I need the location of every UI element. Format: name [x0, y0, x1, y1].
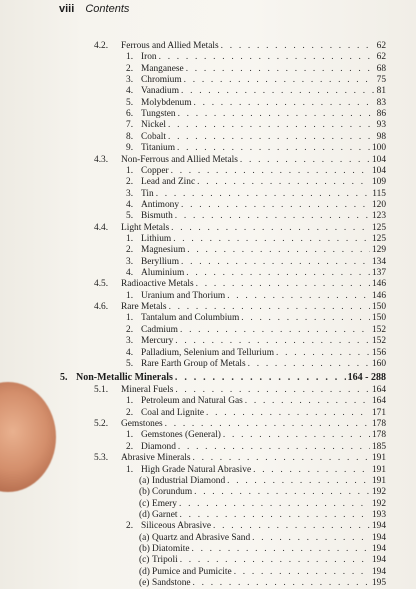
toc-entry-title: Rare Earth Group of Metals — [141, 358, 246, 369]
toc-entry-number: 2. — [126, 177, 134, 188]
page-number: viii — [59, 3, 75, 15]
toc-entry-number: 4.2. — [94, 41, 109, 51]
dot-leader — [180, 509, 370, 521]
toc-entry-number: 5. — [126, 97, 134, 108]
dot-leader — [213, 520, 370, 532]
toc-entry-page: 62 — [376, 41, 386, 51]
dot-leader — [180, 554, 370, 566]
dot-leader — [159, 51, 375, 63]
toc-entry-title: Abrasive Minerals — [121, 453, 191, 464]
dot-leader — [253, 464, 370, 476]
toc-entry-number: 9. — [126, 143, 134, 154]
dot-leader — [178, 441, 370, 453]
toc-entry-title: Antimony — [141, 199, 180, 210]
toc-entry-number: 1. — [126, 313, 134, 324]
toc-entry-page: 115 — [372, 188, 386, 199]
toc-entry-title: Radioactive Metals — [121, 279, 194, 290]
toc-entry-page: 191 — [371, 453, 386, 464]
toc-entry-number: 4. — [126, 347, 134, 358]
toc-entry-number: (d) — [139, 509, 150, 520]
toc-entry — [126, 97, 386, 109]
toc-entry — [126, 324, 386, 336]
toc-entry-title: Cadmium — [141, 324, 178, 335]
toc-entry-page: 146 — [371, 290, 386, 301]
dot-leader — [181, 199, 370, 211]
dot-leader — [241, 312, 370, 324]
toc-entry-title: Industrial Diamond — [152, 475, 226, 486]
dot-leader — [168, 131, 375, 143]
toc-entry — [94, 301, 386, 313]
dot-leader — [234, 566, 370, 578]
toc-entry-page: 192 — [371, 487, 386, 498]
toc-entry-title: Coal and Lignite — [141, 407, 205, 418]
toc-entry — [126, 267, 386, 279]
toc-entry — [139, 554, 386, 566]
toc-entry — [94, 384, 386, 396]
toc-entry — [139, 532, 386, 544]
dot-leader — [227, 290, 370, 302]
dot-leader — [156, 188, 371, 200]
dot-leader — [245, 395, 370, 407]
toc-entry-page: 191 — [371, 475, 386, 486]
page-title: Contents — [85, 3, 130, 15]
toc-entry-page: 125 — [371, 222, 386, 233]
toc-entry-number: (b) — [139, 487, 150, 498]
toc-entry-number: 1. — [126, 52, 134, 63]
toc-entry-title: High Grade Natural Abrasive — [141, 464, 252, 475]
toc-entry-number: (c) — [139, 555, 150, 566]
toc-entry — [126, 210, 386, 222]
dot-leader — [165, 418, 370, 430]
dot-leader — [206, 407, 370, 419]
toc-entry-title: Quartz and Abrasive Sand — [152, 532, 251, 543]
toc-entry — [94, 278, 386, 290]
toc-entry-title: Chromium — [141, 75, 182, 85]
toc-entry-title: Vanadium — [141, 86, 180, 97]
toc-entry-number: 1. — [126, 464, 134, 475]
toc-entry-page: 137 — [371, 268, 386, 278]
toc-entry-title: Mineral Fuels — [121, 385, 174, 395]
toc-entry-number: 5. — [126, 358, 134, 369]
toc-entry-title: Magnesium — [141, 245, 186, 256]
dot-leader — [252, 532, 370, 544]
toc-entry-page: 129 — [371, 245, 386, 256]
toc-entry-page: 109 — [371, 177, 386, 188]
toc-entry-page: 164 - 288 — [347, 371, 386, 383]
dot-leader — [179, 498, 370, 510]
toc-entry-title: Molybdenum — [141, 97, 192, 108]
dot-leader — [221, 40, 375, 52]
dot-leader — [187, 244, 370, 256]
toc-entry — [126, 199, 386, 211]
dot-leader — [175, 210, 370, 222]
toc-entry-number: 2. — [126, 63, 134, 74]
toc-entry-page: 100 — [371, 143, 386, 154]
toc-entry-title: Non-Metallic Minerals — [76, 371, 173, 383]
toc-entry-number: 2. — [126, 245, 134, 256]
toc-entry — [126, 63, 386, 75]
toc-entry-title: Corundum — [152, 487, 193, 498]
toc-entry-number: 3. — [126, 336, 134, 347]
toc-entry-title: Garnet — [152, 509, 178, 520]
toc-entry — [126, 165, 386, 177]
toc-entry — [126, 290, 386, 302]
toc-entry-number: (a) — [139, 475, 150, 486]
toc-entry-page: 178 — [371, 419, 386, 430]
toc-entry-page: 125 — [371, 233, 386, 244]
toc-entry — [126, 142, 386, 154]
toc-entry-page: 164 — [371, 385, 386, 395]
toc-entry-number: 5.2. — [94, 419, 109, 430]
dot-leader — [240, 154, 370, 166]
toc-entry — [126, 51, 386, 63]
toc-entry — [139, 543, 386, 555]
toc-entry-number: 3. — [126, 75, 134, 85]
dot-leader — [192, 543, 370, 555]
toc-entry-number: 4.5. — [94, 279, 109, 290]
dot-leader — [186, 267, 370, 279]
toc-entry-page: 83 — [376, 97, 386, 108]
toc-entry-title: Aluminium — [141, 268, 185, 278]
toc-entry-title: Sandstone — [152, 578, 191, 588]
toc-entry-number: 5. — [126, 211, 134, 222]
toc-entry-title: Light Metals — [121, 222, 170, 233]
toc-entry-page: 171 — [371, 407, 386, 418]
toc-entry-number: (d) — [139, 566, 150, 577]
dot-leader — [181, 256, 370, 268]
toc-entry-page: 150 — [371, 302, 386, 313]
toc-entry — [126, 119, 386, 131]
toc-entry-title: Petroleum and Natural Gas — [141, 396, 243, 407]
dot-leader — [227, 475, 370, 487]
toc-entry-number: 2. — [126, 407, 134, 418]
toc-entry-page: 178 — [371, 430, 386, 441]
dot-leader — [175, 384, 370, 396]
toc-entry-title: Ferrous and Allied Metals — [121, 41, 219, 51]
toc-entry — [126, 335, 386, 347]
toc-entry-number: 2. — [126, 521, 134, 532]
toc-entry-title: Pumice and Pumicite — [152, 566, 232, 577]
toc-entry-page: 164 — [371, 396, 386, 407]
toc-entry-number: 4. — [126, 268, 134, 278]
dot-leader — [171, 222, 370, 234]
toc-entry-title: Beryllium — [141, 256, 180, 267]
toc-entry-number: 6. — [126, 109, 134, 120]
dot-leader — [177, 142, 370, 154]
toc-entry — [139, 577, 386, 589]
toc-entry-page: 98 — [376, 131, 386, 142]
toc-entry-number: (a) — [139, 532, 150, 543]
toc-entry-number: 7. — [126, 120, 134, 131]
toc-entry-number: 1. — [126, 290, 134, 301]
toc-entry-number: 5. — [60, 371, 68, 383]
toc-entry — [94, 40, 386, 52]
toc-entry-page: 194 — [371, 521, 386, 532]
toc-entry-title: Manganese — [141, 63, 184, 74]
dot-leader — [168, 119, 375, 131]
toc-entry-title: Lithium — [141, 233, 172, 244]
toc-entry-title: Titanium — [141, 143, 176, 154]
toc-entry — [126, 407, 386, 419]
dot-leader — [184, 74, 375, 86]
toc-entry — [126, 131, 386, 143]
toc-entry — [94, 154, 386, 166]
toc-entry — [126, 441, 386, 453]
toc-entry-page: 68 — [376, 63, 386, 74]
toc-entry-page: 194 — [371, 555, 386, 566]
toc-entry-page: 86 — [376, 109, 386, 120]
dot-leader — [193, 577, 370, 589]
dot-leader — [197, 176, 370, 188]
toc-entry-title: Gemstones (General) — [141, 430, 221, 441]
toc-entry-title: Non-Ferrous and Allied Metals — [121, 154, 238, 165]
toc-entry-page: 152 — [371, 336, 386, 347]
toc-entry-number: 4.6. — [94, 302, 109, 313]
toc-entry-page: 194 — [371, 566, 386, 577]
toc-entry-number: 2. — [126, 324, 134, 335]
toc-entry-page: 123 — [371, 211, 386, 222]
toc-entry-page: 192 — [371, 498, 386, 509]
toc-entry-number: 3. — [126, 256, 134, 267]
toc-entry — [126, 395, 386, 407]
toc-entry-number: 8. — [126, 131, 134, 142]
toc-entry-title: Copper — [141, 165, 169, 176]
dot-leader — [171, 165, 370, 177]
toc-entry-number: 3. — [126, 188, 134, 199]
toc-entry-number: (e) — [139, 578, 150, 588]
toc-entry-page: 104 — [371, 165, 386, 176]
toc-entry-page: 194 — [371, 543, 386, 554]
dot-leader — [181, 85, 375, 97]
toc-entry-number: 2. — [126, 441, 134, 452]
dot-leader — [248, 358, 370, 370]
toc-entry-title: Emery — [152, 498, 177, 509]
toc-entry — [126, 429, 386, 441]
toc-entry-title: Nickel — [141, 120, 166, 131]
toc-entry — [126, 312, 386, 324]
toc-entry-number: 4. — [126, 199, 134, 210]
toc-entry — [94, 452, 386, 464]
toc-entry-page: 185 — [371, 441, 386, 452]
toc-entry — [126, 358, 386, 370]
toc-entry-title: Tantalum and Columbium — [141, 313, 240, 324]
toc-entry-title: Diatomite — [152, 543, 190, 554]
toc-entry-title: Tungsten — [141, 109, 176, 120]
dot-leader — [186, 63, 375, 75]
toc-entry-page: 194 — [371, 532, 386, 543]
toc-entry-number: 4.3. — [94, 154, 109, 165]
toc-entry — [139, 486, 386, 498]
toc-entry — [60, 372, 386, 384]
toc-entry-title: Rare Metals — [121, 302, 167, 313]
toc-entry-number: 5.1. — [94, 385, 109, 395]
toc-entry-page: 81 — [376, 86, 386, 97]
toc-entry-number: 4.4. — [94, 222, 109, 233]
toc-entry — [126, 108, 386, 120]
toc-entry-title: Cobalt — [141, 131, 166, 142]
toc-entry-page: 120 — [371, 199, 386, 210]
toc-entry-page: 152 — [371, 324, 386, 335]
toc-entry-title: Siliceous Abrasive — [141, 521, 212, 532]
toc-entry-number: (c) — [139, 498, 150, 509]
dot-leader — [194, 486, 370, 498]
toc-entry-number: 4. — [126, 86, 134, 97]
dot-leader — [194, 97, 375, 109]
toc-entry — [94, 418, 386, 430]
toc-entry — [94, 222, 386, 234]
toc-entry-title: Bismuth — [141, 211, 173, 222]
dot-leader — [169, 301, 370, 313]
dot-leader — [223, 429, 370, 441]
toc-entry-page: 160 — [371, 358, 386, 369]
toc-entry — [139, 475, 386, 487]
toc-entry — [126, 85, 386, 97]
toc-entry — [126, 520, 386, 532]
dot-leader — [180, 324, 370, 336]
toc-entry — [139, 509, 386, 521]
toc-entry-number: 1. — [126, 396, 134, 407]
toc-entry-page: 150 — [371, 313, 386, 324]
toc-entry — [126, 244, 386, 256]
toc-entry — [126, 464, 386, 476]
toc-entry-title: Gemstones — [121, 419, 163, 430]
toc-entry — [126, 347, 386, 359]
toc-entry — [126, 256, 386, 268]
toc-entry-title: Lead and Zinc — [141, 177, 196, 188]
toc-entry-page: 156 — [371, 347, 386, 358]
dot-leader — [178, 108, 375, 120]
dot-leader — [193, 452, 370, 464]
toc-entry — [126, 74, 386, 86]
toc-entry — [126, 188, 386, 200]
dot-leader — [173, 233, 370, 245]
toc-entry-number: 1. — [126, 165, 134, 176]
toc-entry-page: 146 — [371, 279, 386, 290]
dot-leader — [196, 278, 370, 290]
toc-entry-title: Uranium and Thorium — [141, 290, 226, 301]
toc-entry-page: 134 — [371, 256, 386, 267]
toc-entry — [126, 233, 386, 245]
toc-entry-title: Iron — [141, 52, 157, 63]
toc-entry-page: 104 — [371, 154, 386, 165]
toc-entry-number: 1. — [126, 430, 134, 441]
toc-entry-page: 75 — [376, 75, 386, 85]
toc-entry-page: 193 — [371, 509, 386, 520]
toc-entry-page: 93 — [376, 120, 386, 131]
toc-entry-page: 191 — [371, 464, 386, 475]
toc-entry-page: 195 — [371, 578, 386, 588]
dot-leader — [175, 372, 346, 384]
toc-entry-number: 5.3. — [94, 453, 109, 464]
toc-entry-title: Mercury — [141, 336, 174, 347]
toc-entry-number: (b) — [139, 543, 150, 554]
toc-entry — [126, 176, 386, 188]
toc-entry — [139, 566, 386, 578]
toc-entry-page: 62 — [376, 52, 386, 63]
toc-entry-title: Tin — [141, 188, 154, 199]
toc-entry-title: Palladium, Selenium and Tellurium — [141, 347, 275, 358]
toc-entry — [139, 498, 386, 510]
dot-leader — [175, 335, 370, 347]
toc-entry-title: Tripoli — [152, 555, 178, 566]
dot-leader — [276, 347, 370, 359]
toc-entry-title: Diamond — [141, 441, 176, 452]
toc-entry-number: 1. — [126, 233, 134, 244]
